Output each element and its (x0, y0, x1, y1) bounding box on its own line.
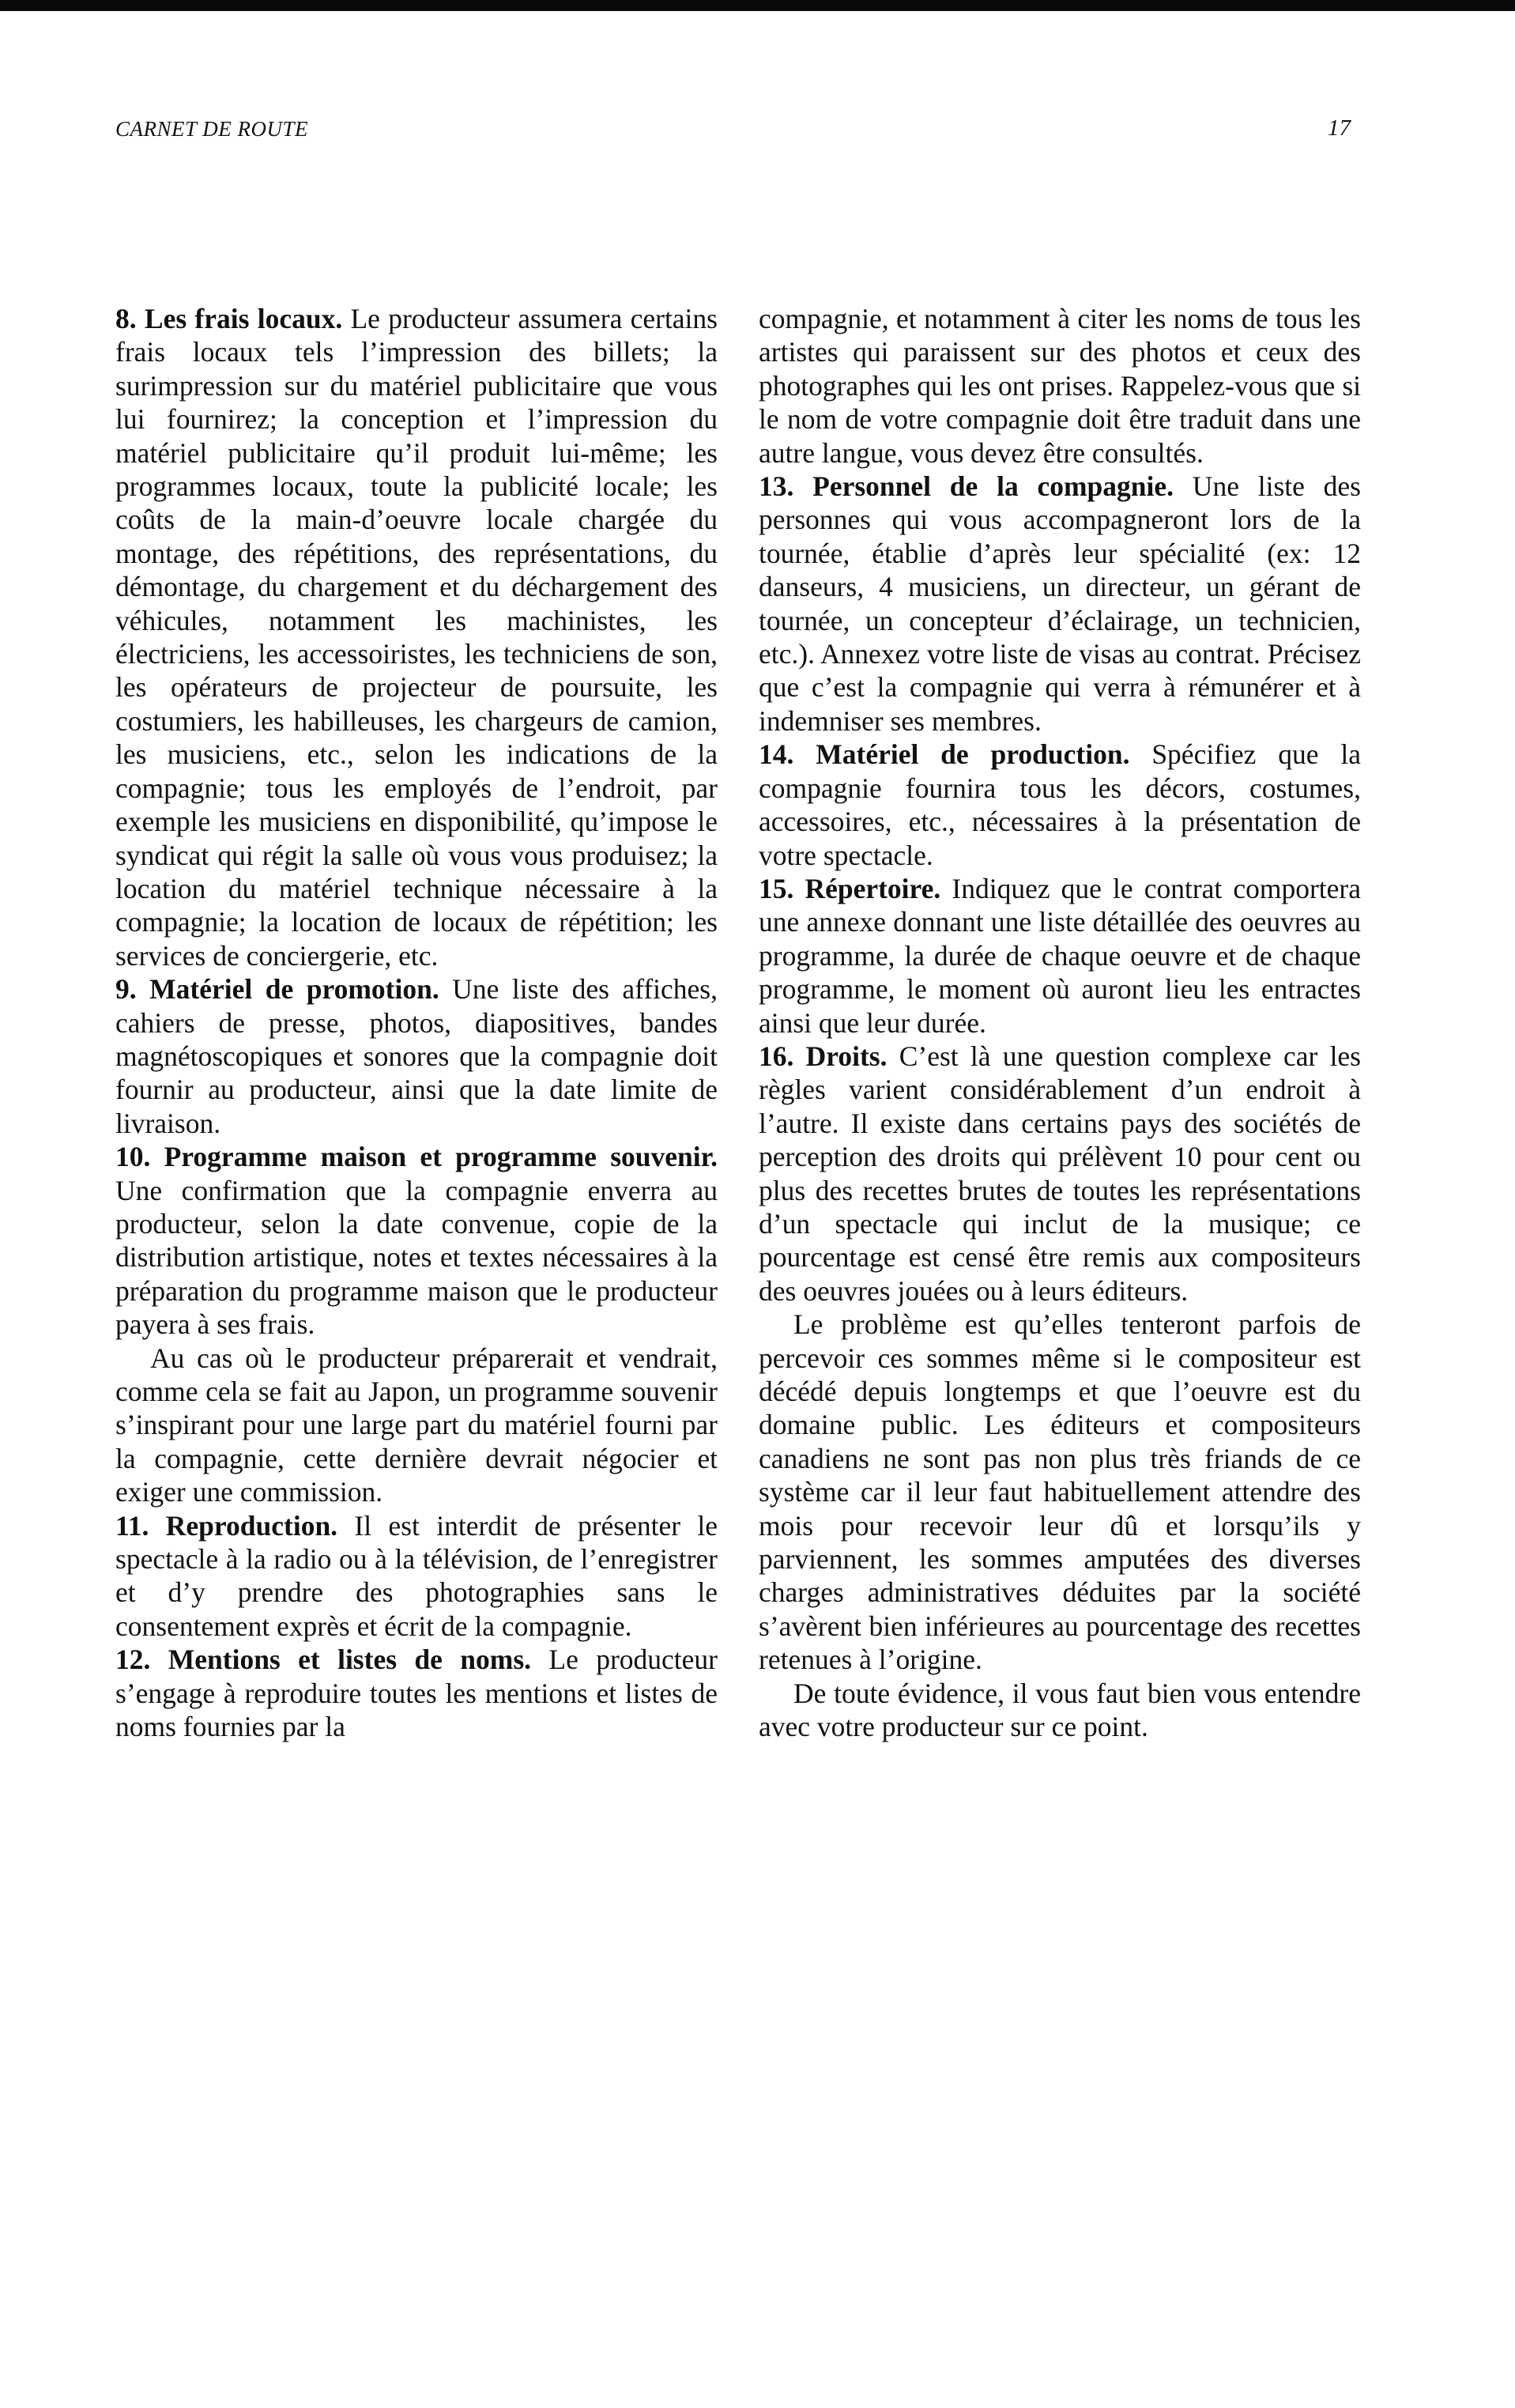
paragraph-frais-locaux (115, 302, 718, 972)
paragraph-programme-maison (115, 1140, 718, 1341)
paragraph-text: De toute évidence, il vous faut bien vous entendre avec votre producteur sur ce point. (759, 1677, 1361, 1743)
page-number: 17 (1328, 115, 1351, 141)
paragraph-text: C’est là une question complexe car les règles varient considérablement d’un endroit à l’autre. Il existe dans certains pays des sociétés de perception des droits qui prélèvent 10 pour cent ou plus des recettes brutes de toutes les représentations d’un spectacle qui inclut de la musique; ce pourcentage est censé être remis aux compositeurs des oeuvres jouées ou à leurs éditeurs. (759, 1040, 1362, 1307)
section-heading: 10. Programme maison et programme souvenir. (115, 1141, 718, 1173)
paragraph-mentions-continued (759, 302, 1361, 470)
section-heading: 16. Droits. (759, 1040, 888, 1072)
paragraph-materiel-promotion (115, 972, 718, 1140)
paragraph-text: Une liste des affiches, cahiers de presse, photos, diapositives, bandes magnétoscopiques et sonores que la compagnie doit fournir au producteur, ainsi que la date limite de livraison. (115, 973, 718, 1139)
paragraph-text: Il est interdit de présenter le spectacle à la radio ou à la télévision, de l’enregistrer et d’y prendre des photographies sans le consentement exprès et écrit de la compagnie. (115, 1509, 718, 1642)
running-title: CARNET DE ROUTE (115, 117, 309, 141)
paragraph-repertoire (759, 872, 1361, 1040)
section-heading: 9. Matériel de promotion. (115, 973, 439, 1006)
paragraph-probleme (759, 1308, 1361, 1676)
paragraph-text: Une liste des personnes qui vous accompagneront lors de la tournée, établie d’après leur spécialité (ex: 12 danseurs, 4 musiciens, un directeur, un gérant de tournée, un concepteur d’éclairage, un technicien, etc.). Annexez votre liste de visas au contrat. Précisez que c’est la compagnie qui verra à rémunérer et à indemniser ses membres. (759, 470, 1361, 737)
paragraph-text: compagnie, et notamment à citer les noms de tous les artistes qui paraissent sur des photos et ceux des photographes qui les ont prises. Rappelez-vous que si le nom de votre compagnie doit être traduit dans une autre langue, vous devez être consultés. (759, 303, 1361, 469)
paragraph-text: Le producteur assumera certains frais locaux tels l’impression des billets; la surimpression sur du matériel publicitaire que vous lui fournirez; la conception et l’impression du matériel publicitaire qu’il produit lui-même; les programmes locaux, toute la publicité locale; les coûts de la main-d’oeuvre locale chargée du montage, des répétitions, des représentations, du démontage, du chargement et du déchargement des véhicules, notamment les machinistes, les électriciens, les accessoiristes, les techniciens de son, les opérateurs de projecteur de poursuite, les costumiers, les habilleuses, les chargeurs de camion, les musiciens, etc., selon les indications de la compagnie; tous les employés de l’endroit, par exemple les musiciens en disponibilité, qu’impose le syndicat qui régit la salle où vous vous produisez; la location du matériel technique nécessaire à la compagnie; la location de locaux de répétition; les services de conciergerie, etc. (115, 303, 718, 972)
top-border-rule (0, 0, 1515, 11)
section-heading: 13. Personnel de la compagnie. (759, 470, 1174, 503)
paragraph-droits (759, 1040, 1361, 1308)
left-column (115, 302, 718, 1743)
paragraph-programme-souvenir (115, 1342, 718, 1509)
paragraph-reproduction (115, 1509, 718, 1644)
paragraph-personnel (759, 470, 1361, 738)
right-column (759, 302, 1361, 1743)
section-heading: 12. Mentions et listes de noms. (115, 1644, 532, 1676)
section-heading: 15. Répertoire. (759, 872, 941, 904)
paragraph-text: Spécifiez que la compagnie fournira tous les décors, costumes, accessoires, etc., nécessaires à la présentation de votre spectacle. (759, 738, 1361, 871)
section-heading: 14. Matériel de production. (759, 738, 1130, 771)
paragraph-text: Le producteur s’engage à reproduire toutes les mentions et listes de noms fournies par la (115, 1644, 718, 1743)
section-heading: 8. Les frais locaux. (115, 303, 343, 334)
paragraph-text: Indiquez que le contrat comportera une annexe donnant une liste détaillée des oeuvres au programme, la durée de chaque oeuvre et de chaque programme, le moment où auront lieu les entractes ainsi que leur durée. (759, 872, 1361, 1039)
paragraph-text: Une confirmation que la compagnie enverra au producteur, selon la date convenue, copie de la distribution artistique, notes et textes nécessaires à la préparation du programme maison que le producteur payera à ses frais. (115, 1174, 718, 1341)
paragraph-materiel-production (759, 738, 1361, 872)
paragraph-mentions (115, 1643, 718, 1743)
paragraph-conclusion (759, 1677, 1361, 1744)
section-heading: 11. Reproduction. (115, 1509, 338, 1542)
paragraph-text: Au cas où le producteur préparerait et vendrait, comme cela se fait au Japon, un programme souvenir s’inspirant pour une large part du matériel fourni par la compagnie, cette dernière devrait négocier et exiger une commission. (115, 1342, 718, 1508)
paragraph-text: Le problème est qu’elles tenteront parfois de percevoir ces sommes même si le compositeur est décédé depuis longtemps et que l’oeuvre est du domaine public. Les éditeurs et compositeurs canadiens ne sont pas non plus très friands de ce système car il leur faut habituellement attendre des mois pour recevoir leur dû et lorsqu’ils y parviennent, les sommes amputées des diverses charges administratives déduites par la société s’avèrent bien inférieures au pourcentage des recettes retenues à l’origine. (759, 1308, 1361, 1676)
